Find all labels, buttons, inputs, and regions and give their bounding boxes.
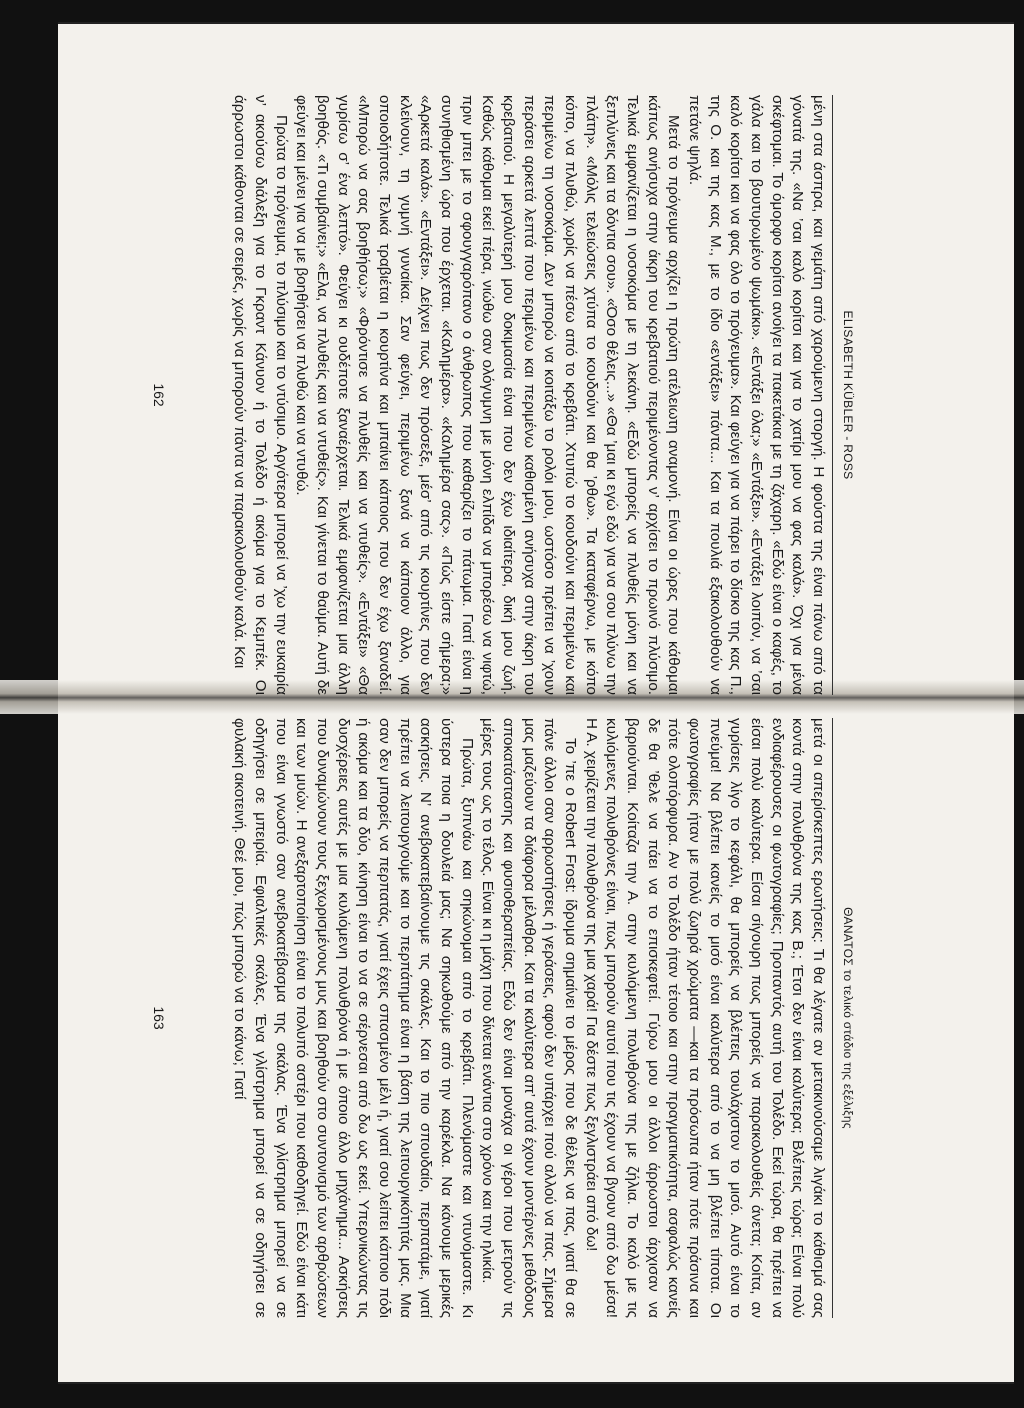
book-page-162 xyxy=(125,95,855,695)
page-body-text xyxy=(218,95,828,695)
bottom-edge-line xyxy=(58,1382,1014,1384)
running-head: ΘΑΝΑΤΟΣ το τελικό στάδιο της εξέλιξης xyxy=(841,907,855,1129)
paragraph: μετά οι απερίσκεπτες ερωτήσεις: Τι θα λέγατε αν μετακινούσαμε λιγάκι το κάθισμά σας κοντά στην πολυθρόνα της κας Β.; Έτσι δεν είναι καλύτερα; Βλέπεις τώρα; Είναι πολύ ενδιαφέρουσες οι φωτογραφίες; Προπαντός αυτή του Τολέδο. Εκεί τώρα, θα πρέπει να είσαι πολύ καλύτερα. Είσαι σίγουρη πως μπορείς να παρακολουθείς άνετα; Κοίτα, αν γυρίσεις λίγο το κεφάλι, θα μπορείς να βλέπεις τουλάχιστον το μισό. Αυτό είναι το πνεύμα! Να βλέπει κανείς το μισό είναι καλύτερα από το να μη βλέπει τίποτα. Οι φωτογραφίες ήταν με πολύ ζωηρά χρώματα —και τα πρόσωπα ήταν πότε πράσινα και πότε ολοπόρφυρα. Αν το Τολέδο ήταν τέτοιο και στην πραγματικότητα, ασφαλώς κανείς δε θα ’θελε να πάει να το επισκεφτεί. Γύρω μου οι άλλοι άρρωστοι άρχισαν να βαριούνται. Κοίταζα την Α. στην κυλιόμενη πολυθρόνα της με ζήλια. Το καλό με τις κυλιόμενες πολυθρόνες είναι, πως μπορούν αυτοί που τις έχουν να βγουν από δω μέσα! Η Α. χειρίζεται την πολυθρόνα της μια χαρά! Για δέστε πως ξεγλιστράει από δω! xyxy=(582,718,827,1318)
paragraph: Πρώτα, ξυπνάω και σηκώνομαι από το κρεβάτι. Πλενόμαστε και ντυνόμαστε. Κι ύστερα ποια η δουλειά μας; Να σηκωθούμε από την καρέκλα. Να κάνουμε μερικές ασκήσεις. Ν’ ανεβοκατεβαίνουμε τις σκάλες. Και το πιο σπουδαίο, περπατάμε, γιατί πρέπει να λειτουργούμε και το περπάτημα είναι η βάση της λειτουργικότητάς μας. Μια σαν δεν μπορείς να περπατάς, γιατί έχεις σπασμένο μέλι ή, γιατί σου λείπει κάποιο πόδι ή ακόμα και τα δύο, κίνηση είναι το να σε σέρνεσαι από δω ως εκεί. Υπερνικώντας τις δυσχέρειες αυτές με μια κυλιόμενη πολυθρόνα ή με όποιο άλλο μηχάνημα... Ασκήσεις που δυναμώνουν τους ξεχωρισμένους μυς και βοηθούν στο συντονισμό των αρθρώσεων και των μυών. Η ανεξαρτοποίηση είναι το πολυπό αστέρι που καθοδηγεί. Εδώ είναι κάτι που είναι γνωστό σαν ανεβοκατέβασμα της σκάλας. Ένα γλίστρημα μπορεί να σε οδηγήσει σε μπειρία. Εφιαλτικές σκάλες. Ένα γλίστρημα μπορεί να σε οδηγήσει σε φυλακή ακοτεινή. Θεέ μου, πώς μπορώ να το κάνω; Γιατί xyxy=(231,718,476,1318)
paragraph: Το ’πε ο Robert Frost: ίδρυμα σημαίνει το μέρος που δε θέλεις να πας, γιατί θα σε πάνε άλλοι σαν αρρωστήσεις ή γεράσεις, αφού δεν υπάρχει πού αλλού να πας. Σήμερα μας μαζεύουν τα διάφορα μέλαθρα. Και τα καλύτερα απ’ αυτά έχουν μοντέρνες μεθόδους αποκατάστασης και φυσιοθεραπείας. Εδώ δεν είναι μονάχα οι γέροι που μετρούν τις μέρες τους ως το τέλος. Είναι κι η μάχη που δίνεται ενάντια στο χρόνο και την ηλικία. xyxy=(479,718,579,1318)
paragraph: μένη στα άσπρα, και γεμάτη από χαρούμενη στοργή. Η φούστα της είναι πάνω από τα γόνατά της. «Να ’σαι καλό κορίτσι και για το χατίρι μου να φας καλά». Όχι για μένα σκέφτομαι. Το όμορφο κορίτσι ανοίγει τα πακετάκια με τη ζάχαρη. «Εδώ είναι ο καφές, το γάλα και το βουτυρωμένο ψωμάκι». «Εντάξει όλα;» «Εντάξει». «Εντάξει λοιπόν, να ’σαι καλό κορίτσι και να φας όλο το πρόγευμα». Και φεύγει για να πάρει το δίσκο της κας Π., της Ο. και της κας Μ., με το ίδιο «εντάξει» πάντα... Και τα πουλιά εξακολουθούν να πετάνε ψηλά. xyxy=(685,95,827,695)
header-rule xyxy=(832,95,833,695)
page-number: 162 xyxy=(151,383,167,407)
header-rule xyxy=(832,718,833,1318)
book-page-163 xyxy=(125,718,855,1318)
page-number: 163 xyxy=(151,1006,167,1030)
paragraph: Πρώτα το πρόγευμα, το πλύσιμο και το ντύσιμο. Αργότερα μπορεί να ’χω την ευκαιρία ν’ ακούσω διάλεξη για το Γκραντ Κάνυον ή το Τολέδο ή ακόμα για το Κεμπέκ. Οι άρρωστοι κάθονται σε σειρές, χωρίς να μπορούν πάντα να παρακολουθούν καλά. Και xyxy=(231,95,290,695)
top-edge-line xyxy=(58,22,1014,24)
paragraph: Μετά το πρόγευμα αρχίζει η πρώτη ατέλειωτη αναμονή. Είναι οι ώρες που κάθομαι κάπως ανήσυχα στην άκρη του κρεβατιού περιμένοντας ν’ αρχίσει το πρωινό πλύσιμο. Τελικά εμφανίζεται η νοσοκόμα με τη λεκάνη. «Εδώ μπορείς να πλυθείς μόνη και να ξεπλύνεις και τα δόντια σου». «Όσο θέλεις...» «Θα ’μαι κι εγώ εδώ για να σου πλύνω την πλάτη». «Μόλις τελειώσεις χτύπα το κουδούνι και θα ’ρθω». Τα καταφέρνω, με κόπο κόπο, να πλυθώ, χωρίς να πέσω από το κρεβάτι. Χτυπώ το κουδούνι και περιμένω και περιμένω τη νοσοκόμα. Δεν μπορώ να κοιτάξω το ρολόι μου, ωστόσο πρέπει να ’χουν περάσει αρκετά λεπτά που περιμένω και περιμένω καθισμένη ανήσυχα στην άκρη του κρεβατιού. Η μεγαλύτερή μου δοκιμασία είναι που δεν έχω ιδιαίτερα, δική μου ζωή. Καθώς κάθομαι εκεί πέρα, νιώθω σαν ολόγυμνη με μόνη ελπίδα να μπορέσω να νιφτώ, πριν μπει με το σφουγγαρόπανο ο άνθρωπος που καθαρίζει το πάτωμα. Γιατί είναι η συνηθισμένη ώρα που έρχεται. «Καλημέρα». «Καλημέρα σας». «Πώς είστε σήμερα;» «Αρκετά καλά». «Εντάξει». Δείχνει πως δεν πρόσεξε, μέσ’ από τις κουρτίνες που δεν κλείνουν, τη γυμνή γυναίκα. Σαν φεύγει, περιμένω ξανά να κάποιον άλλο, για οποιοδήποτε. Τελικά τραβιέται η κουρτίνα και μπαίνει κάποιος που δεν έχω ξαναδεί. «Μπορώ να σας βοηθήσω;» «Φρόντισε να πλυθείς και να ντυθείς». «Εντάξει» «Θα γυρίσω σ’ ένα λεπτό». Φεύγει κι ουδέποτε ξαναέρχεται. Τελικά εμφανίζεται μια άλλη βοηθός. «Τι συμβαίνει;» «Ελα, να πλυθείς και να ντυθείς». Και γίνεται το θαύμα. Αυτή δε φεύγει και μένει για να με βοηθήσει να πλυθώ και να ντυθώ. xyxy=(293,95,683,695)
page-body-text xyxy=(218,718,828,1318)
running-head: ELISABETH KÜBLER - ROSS xyxy=(841,310,855,480)
